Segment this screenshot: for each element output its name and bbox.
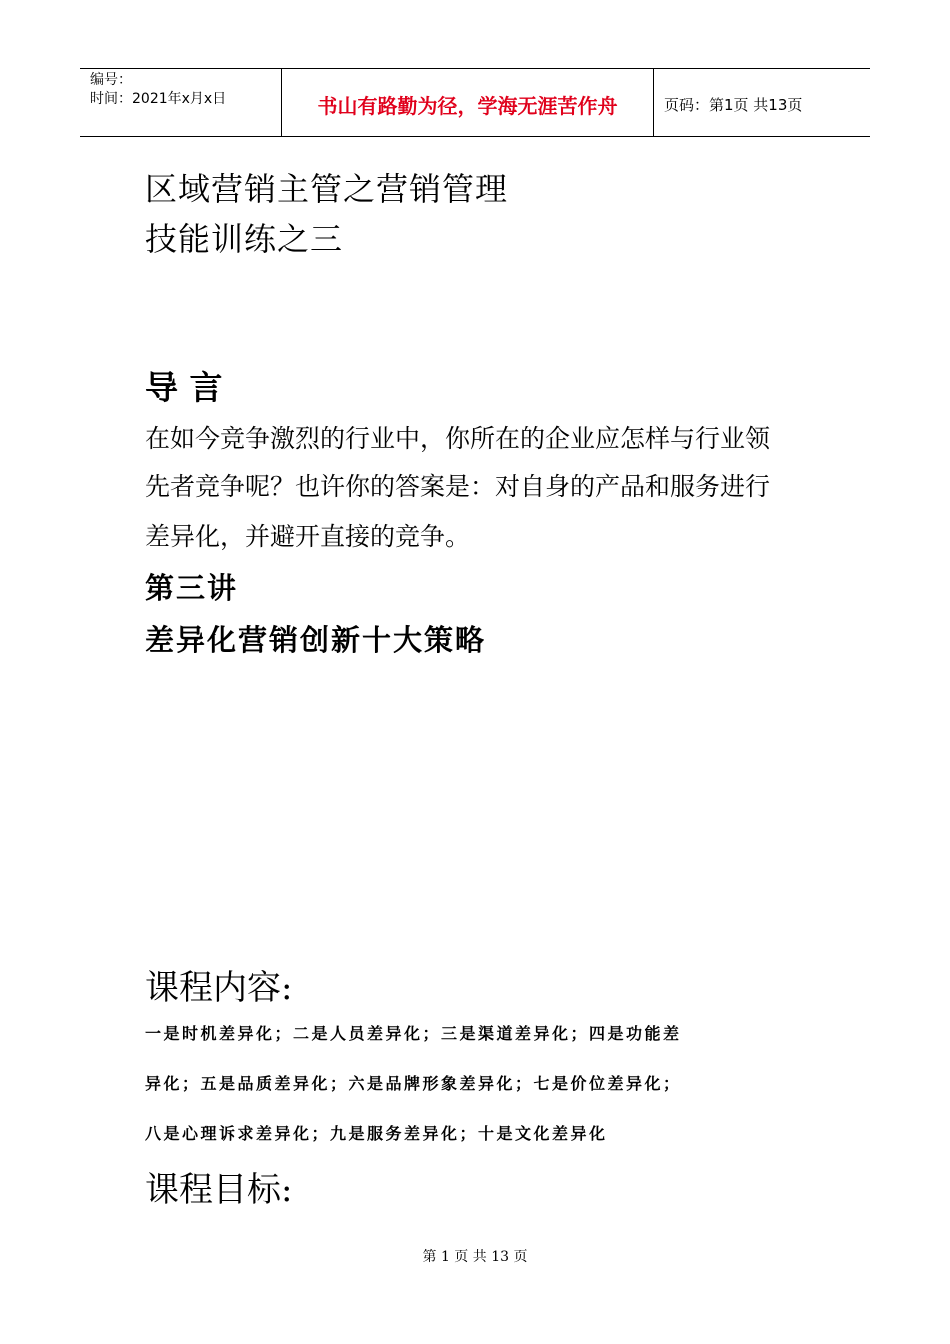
document-title-line1: 区域营销主管之营销管理	[145, 170, 509, 208]
header-motto-cell	[282, 69, 654, 136]
course-content-line-1: 一是时机差异化；二是人员差异化；三是渠道差异化；四是功能差	[145, 1024, 682, 1043]
page-footer: 第 1 页 共 13 页	[422, 1249, 528, 1265]
number-label: 编号：	[90, 72, 132, 88]
page-info: 页码：第1页 共13页	[664, 96, 803, 114]
intro-line-2: 先者竞争呢？也许你的答案是：对自身的产品和服务进行	[145, 472, 771, 501]
intro-heading: 导 言	[145, 368, 223, 407]
course-content-line-2: 异化；五是品质差异化；六是品牌形象差异化；七是价位差异化；	[145, 1074, 682, 1093]
intro-line-1: 在如今竞争激烈的行业中，你所在的企业应怎样与行业领	[145, 424, 771, 453]
header-meta-cell	[80, 69, 282, 136]
course-content-heading: 课程内容:	[145, 968, 293, 1008]
course-goal-heading: 课程目标:	[145, 1170, 293, 1210]
course-content-line-3: 八是心理诉求差异化；九是服务差异化；十是文化差异化	[145, 1124, 608, 1143]
header-page-cell	[654, 69, 870, 136]
motto-text: 书山有路勤为径，学海无涯苦作舟	[317, 94, 618, 118]
page-header	[80, 68, 870, 137]
time-label: 时间：2021年x月x日	[90, 91, 227, 107]
lecture-number: 第三讲	[145, 571, 239, 605]
intro-line-3: 差异化，并避开直接的竞争。	[145, 522, 471, 551]
document-title-line2: 技能训练之三	[145, 220, 344, 258]
lecture-title: 差异化营销创新十大策略	[145, 623, 487, 657]
